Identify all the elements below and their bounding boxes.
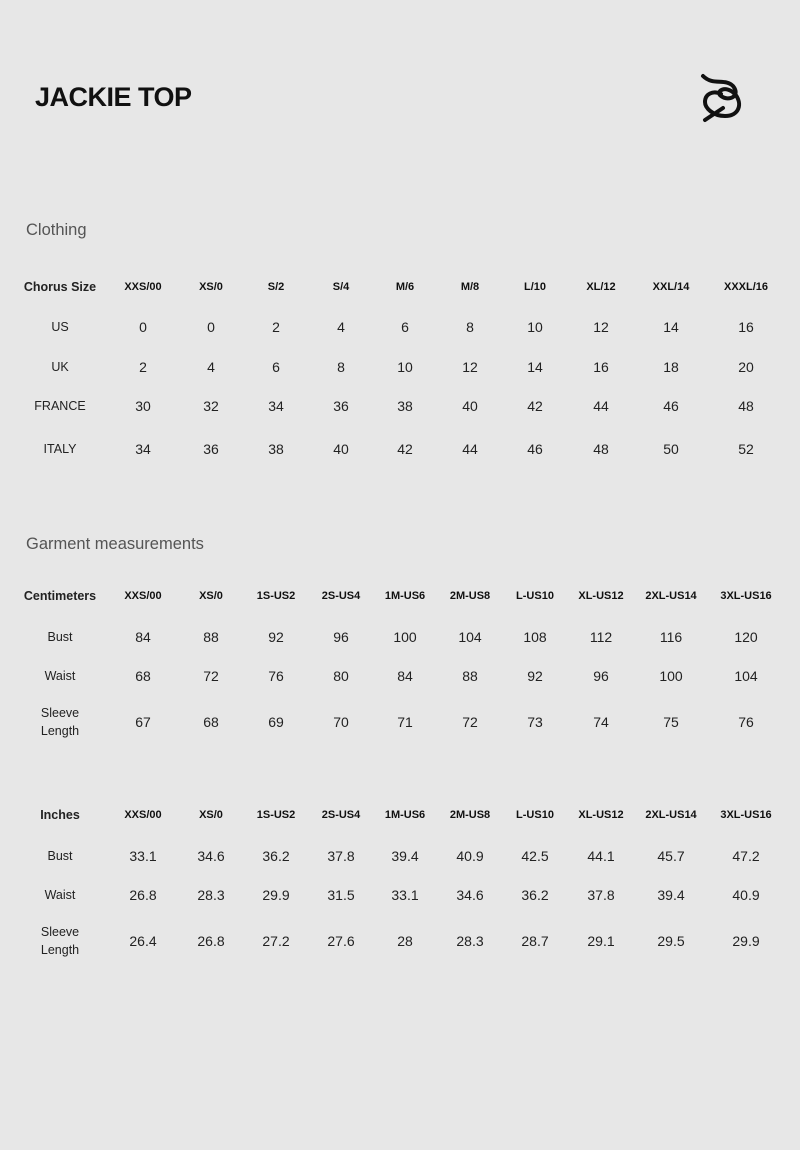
table-cell: 80 [333,668,349,684]
row-label: UK [51,360,69,374]
column-header: 1S-US2 [256,590,296,602]
column-header: 2S-US4 [321,809,361,821]
table-cell: 4 [207,359,215,375]
table-cell: 108 [523,629,547,645]
chorus-c-logo-icon [695,72,747,124]
table-cell: 34 [135,441,151,457]
table-corner-header: Centimeters [23,589,97,603]
column-header: XL-US12 [578,590,624,602]
row-label: Waist [44,669,76,683]
column-header: 3XL-US16 [720,809,772,821]
table-cell: 34 [268,398,284,414]
table-corner-header: Chorus Size [23,280,97,294]
table-cell: 0 [207,319,215,335]
column-header: XS/0 [199,809,223,821]
table-cell: 74 [593,714,609,730]
column-header: XXL/14 [652,281,690,293]
table-cell: 46 [663,398,679,414]
table-cell: 40 [462,398,478,414]
table-cell: 88 [203,629,219,645]
column-header: L/10 [523,281,547,293]
table-cell: 48 [593,441,609,457]
table-cell: 36 [333,398,349,414]
table-cell: 32 [203,398,219,414]
table-cell: 72 [462,714,478,730]
column-header: XL-US12 [578,809,624,821]
table-cell: 34.6 [197,848,225,864]
table-cell: 100 [393,629,417,645]
table-cell: 28.7 [521,933,549,949]
table-cell: 120 [734,629,758,645]
table-cell: 33.1 [129,848,157,864]
table-cell: 36.2 [262,848,290,864]
table-cell: 10 [397,359,413,375]
page-title: JACKIE TOP [35,82,192,112]
table-cell: 6 [401,319,409,335]
table-cell: 27.2 [262,933,290,949]
table-cell: 42.5 [521,848,549,864]
table-cell: 75 [663,714,679,730]
table-cell: 44 [593,398,609,414]
table-corner-header: Inches [40,808,80,822]
table-cell: 68 [135,668,151,684]
column-header: 1S-US2 [256,809,296,821]
column-header: 2XL-US14 [645,590,697,602]
row-label: Bust [47,630,73,644]
table-cell: 16 [738,319,754,335]
table-cell: 28.3 [197,887,225,903]
row-label: Waist [44,888,76,902]
column-header: 2S-US4 [321,590,361,602]
table-cell: 37.8 [327,848,355,864]
table-cell: 38 [268,441,284,457]
table-cell: 26.8 [129,887,157,903]
row-label: ITALY [43,442,77,456]
table-cell: 26.8 [197,933,225,949]
column-header: L-US10 [516,590,554,602]
table-cell: 104 [734,668,758,684]
table-cell: 27.6 [327,933,355,949]
column-header: XS/0 [199,590,223,602]
column-header: XS/0 [199,281,223,293]
column-header: XXXL/16 [723,281,769,293]
column-header: XXS/00 [124,281,162,293]
table-cell: 39.4 [657,887,685,903]
table-cell: 12 [593,319,609,335]
table-cell: 29.5 [657,933,685,949]
table-cell: 71 [397,714,413,730]
table-cell: 96 [333,629,349,645]
table-cell: 112 [589,629,613,645]
table-cell: 31.5 [327,887,355,903]
table-cell: 37.8 [587,887,615,903]
table-cell: 30 [135,398,151,414]
table-cell: 48 [738,398,754,414]
table-cell: 84 [397,668,413,684]
table-cell: 39.4 [391,848,419,864]
column-header: S/4 [332,281,350,293]
table-cell: 4 [337,319,345,335]
column-header: S/2 [267,281,285,293]
table-cell: 40.9 [456,848,484,864]
table-cell: 28 [397,933,413,949]
column-header: M/8 [460,281,480,293]
column-header: XXS/00 [124,590,162,602]
table-cell: 42 [527,398,543,414]
column-header: 3XL-US16 [720,590,772,602]
table-cell: 88 [462,668,478,684]
table-cell: 12 [462,359,478,375]
table-cell: 20 [738,359,754,375]
table-cell: 10 [527,319,543,335]
section-title-garment: Garment measurements [26,535,204,553]
table-cell: 44 [462,441,478,457]
table-cell: 14 [663,319,679,335]
section-title-clothing: Clothing [26,221,87,239]
table-cell: 68 [203,714,219,730]
table-cell: 44.1 [587,848,615,864]
table-cell: 2 [139,359,147,375]
table-cell: 0 [139,319,147,335]
table-cell: 6 [272,359,280,375]
table-cell: 67 [135,714,151,730]
table-cell: 42 [397,441,413,457]
table-cell: 100 [659,668,683,684]
table-cell: 36 [203,441,219,457]
column-header: 2M-US8 [449,809,491,821]
table-cell: 18 [663,359,679,375]
table-cell: 73 [527,714,543,730]
table-cell: 8 [466,319,474,335]
table-cell: 29.1 [587,933,615,949]
column-header: 1M-US6 [384,590,426,602]
row-label: Sleeve Length [40,706,80,738]
table-cell: 40 [333,441,349,457]
row-label: Bust [47,849,73,863]
row-label: FRANCE [34,399,86,413]
table-cell: 84 [135,629,151,645]
column-header: 2M-US8 [449,590,491,602]
table-cell: 29.9 [732,933,760,949]
table-cell: 92 [527,668,543,684]
column-header: 1M-US6 [384,809,426,821]
table-cell: 38 [397,398,413,414]
table-cell: 40.9 [732,887,760,903]
table-cell: 14 [527,359,543,375]
table-cell: 16 [593,359,609,375]
column-header: 2XL-US14 [645,809,697,821]
table-cell: 29.9 [262,887,290,903]
table-cell: 76 [738,714,754,730]
table-cell: 52 [738,441,754,457]
table-cell: 116 [659,629,683,645]
table-cell: 104 [458,629,482,645]
table-cell: 45.7 [657,848,685,864]
table-cell: 8 [337,359,345,375]
row-label: Sleeve Length [40,925,80,957]
column-header: L-US10 [516,809,554,821]
column-header: M/6 [395,281,415,293]
table-cell: 69 [268,714,284,730]
table-cell: 36.2 [521,887,549,903]
table-cell: 76 [268,668,284,684]
table-cell: 28.3 [456,933,484,949]
table-cell: 70 [333,714,349,730]
table-cell: 47.2 [732,848,760,864]
table-cell: 96 [593,668,609,684]
column-header: XXS/00 [124,809,162,821]
table-cell: 72 [203,668,219,684]
row-label: US [51,320,69,334]
table-cell: 46 [527,441,543,457]
table-cell: 34.6 [456,887,484,903]
table-cell: 92 [268,629,284,645]
table-cell: 33.1 [391,887,419,903]
column-header: XL/12 [586,281,616,293]
table-cell: 26.4 [129,933,157,949]
table-cell: 2 [272,319,280,335]
table-cell: 50 [663,441,679,457]
